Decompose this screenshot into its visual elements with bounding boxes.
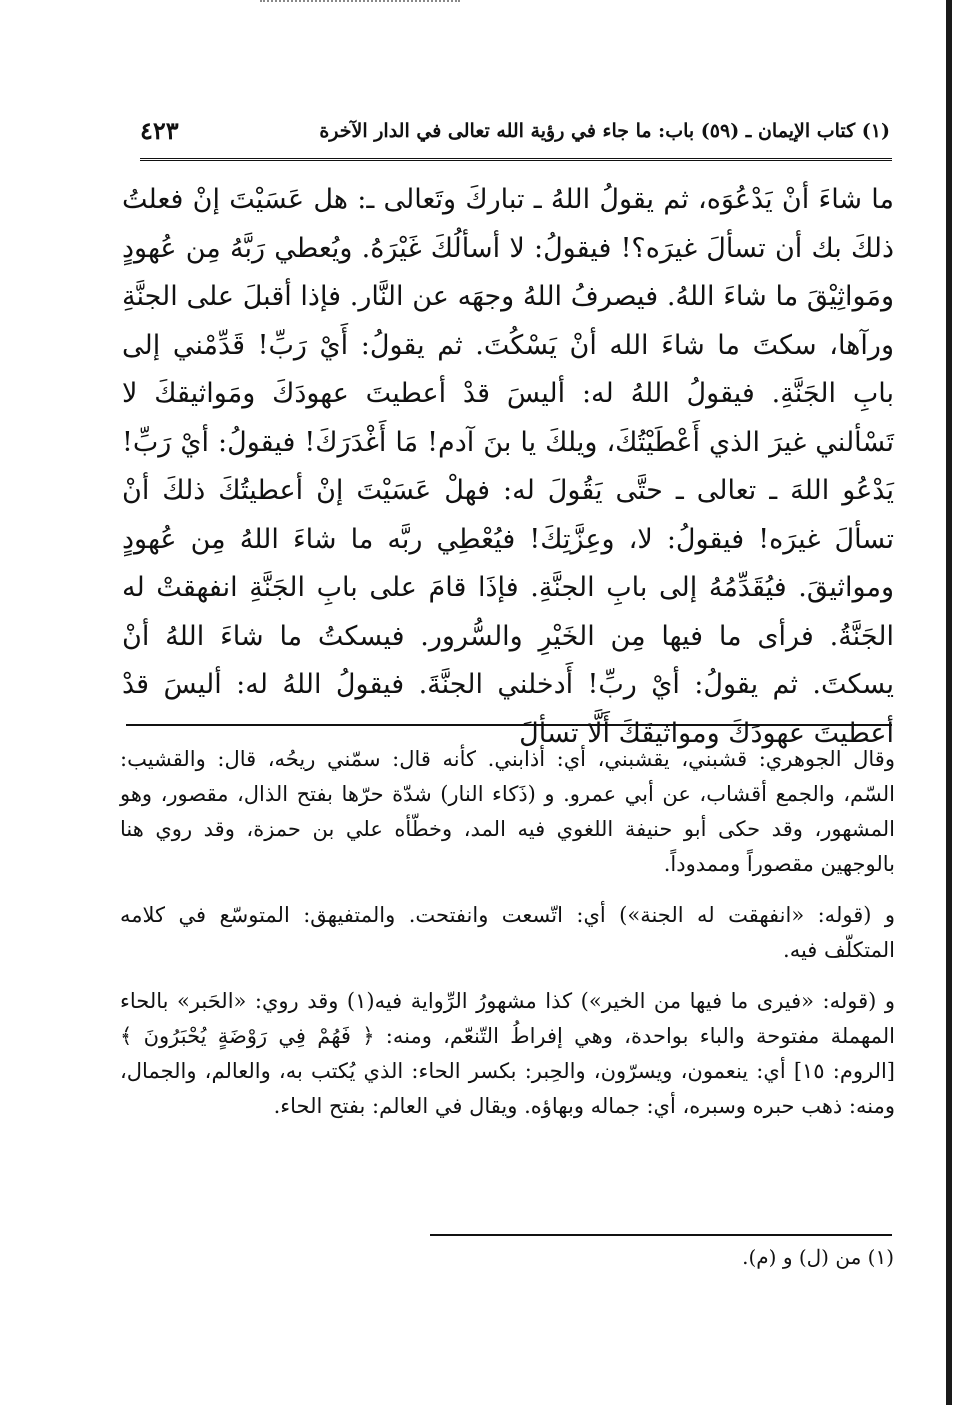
page-edge-shadow (946, 0, 952, 1405)
page-number: ٤٢٣ (140, 116, 179, 145)
commentary-paragraph-3: و (قوله: «فيرى ما فيها من الخير») كذا مشهورُ الرِّواية فيه(١) وقد روي: «الحَبر» بالحاء المهملة مفتوحة والباء بواحدة، وهي إفراطُ التّنعّم، ومنه: ﴿ فَهُمْ فِي رَوْضَةٍ يُحْبَرُونَ ﴾ [الروم: ١٥] أي: ينعمون، ويسرّون، والحِبر: بكسر الحاء: الذي يُكتب به، والعالم، والجمال، ومنه: ذهب حبره وسبره، أي: جماله وبهاؤه. ويقال في العالم: بفتح الحاء. (120, 989, 896, 1118)
header-title: (١) كتاب الإيمان ـ (٥٩) باب: ما جاء في رؤية الله تعالى في الدار الآخرة (319, 120, 890, 142)
footnote-divider (430, 1234, 892, 1236)
commentary-paragraph-2: و (قوله: «انفهقت له الجنة») أي: اتّسعت وانفتحت. والمتفيهق: المتوسّع في كلامه المتكلّف فيه. (120, 903, 895, 962)
commentary (120, 742, 895, 1140)
footnote: (١) من (ل) و (م). (742, 1245, 894, 1269)
commentary-divider (126, 724, 892, 726)
commentary-paragraph-1: وقال الجوهري: قشبني، يقشبني، أي: أذابني. كأنه قال: سمّني ريحُه، قال: والقشيب: السّم، والجمع أقشاب، عن أبي عمرو. و (ذَكاء النار) شدّة حرّها بفتح الذال، مقصور، وهو المشهور، وقد حكى أبو حنيفة اللغوي فيه المد، وخطّأه علي بن حمزة، وقد روي هنا بالوجهين مقصوراً وممدوداً. (120, 747, 895, 876)
main-text (122, 176, 894, 758)
header-rule (140, 158, 892, 161)
top-scan-artifact (260, 0, 460, 10)
main-paragraph: ما شاءَ أنْ يَدْعُوَه، ثم يقولُ اللهُ ـ تباركَ وتَعالى ـ: هل عَسَيْتَ إنْ فعلتُ ذلكَ بك أن تسألَ غيرَه؟! فيقولُ: لا أسألُكَ غَيْرَهُ. ويُعطي رَبَّهُ مِن عُهودٍ ومَواثِيْقَ ما شاءَ اللهُ. فيصرفُ اللهُ وجهَه عن النَّار. فإذا أقبلَ على الجنَّةِ ورآها، سكتَ ما شاءَ الله أنْ يَسْكُتَ. ثم يقولُ: أَيْ رَبِّ! قَدِّمْني إلى بابِ الجَنَّةِ. فيقولُ اللهُ له: أليسَ قدْ أعطيتَ عهودَكَ ومَواثيقكَ لا تَسْألني غيرَ الذي أَعْطَيْتُكَ، ويلكَ يا بنَ آدم! مَا أَغْدَرَكَ! فيقولُ: أيْ رَبِّ! يَدْعُو اللهَ ـ تعالى ـ حتَّى يَقُولَ له: فهلْ عَسَيْتَ إنْ أعطيتُكَ ذلكَ أنْ تسألَ غيرَه! فيقولُ: لا، وعِزَّتِكَ! فيُعْطِي ربَّه ما شاءَ اللهُ مِن عُهودٍ ومواثيقَ. فيُقَدِّمُهُ إلى بابِ الجنَّةِ. فإذَا قامَ على بابِ الجَنَّةِ انفهقتْ له الجَنَّةُ. فرأى ما فيها مِن الخَيْرِ والسُّرور. فيسكتُ ما شاءَ اللهُ أنْ يسكتَ. ثم يقولُ: أيْ ربِّ! أَدخلني الجنَّةَ. فيقولُ اللهُ له: أليسَ قدْ أعطيتَ عهودَكَ ومواثيقَكَ أَلَّا تسألَ (122, 184, 894, 749)
running-header (140, 116, 890, 156)
